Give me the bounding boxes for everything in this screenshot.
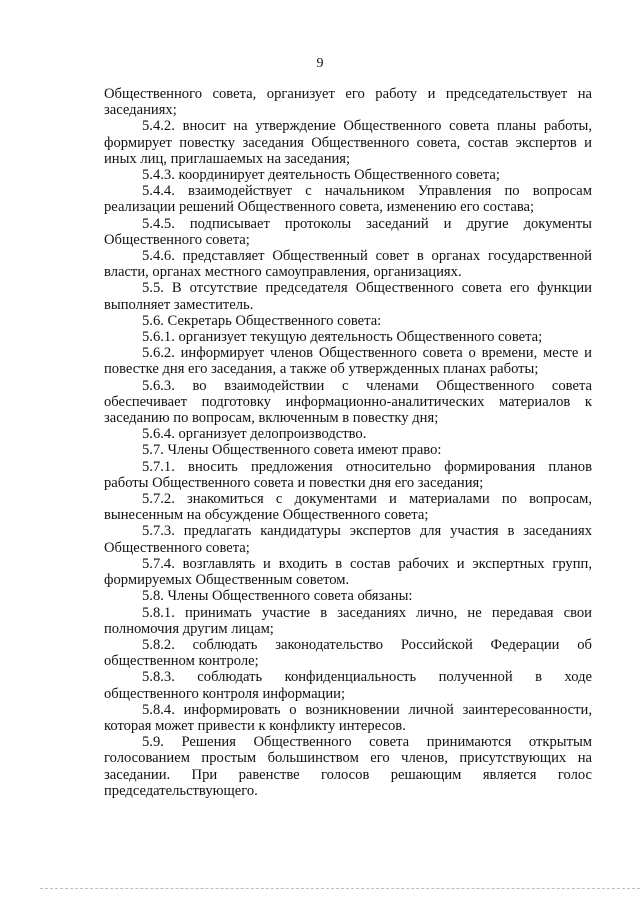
paragraph: 5.7.1. вносить предложения относительно формирования планов работы Общественного совета и повестки дня его заседания; — [104, 458, 592, 491]
paragraph: 5.6.3. во взаимодействии с членами Общественного совета обеспечивает подготовку информационно-аналитических материалов к заседанию по вопросам, включенным в повестку дня; — [104, 377, 592, 427]
paragraph: 5.6. Секретарь Общественного совета: — [142, 312, 382, 329]
paragraph: 5.4.3. координирует деятельность Общественного совета; — [142, 167, 500, 184]
paragraph: 5.6.2. информирует членов Общественного совета о времени, месте и повестке дня его заседания, а также об утвержденных планах работы; — [104, 345, 592, 378]
paragraph: 5.8.4. информировать о возникновении личной заинтересованности, которая может привести к конфликту интересов. — [104, 701, 592, 734]
scan-edge-line — [40, 888, 640, 890]
paragraph: Общественного совета, организует его работу и председательствует на заседаниях; — [104, 86, 592, 119]
paragraph: 5.8.2. соблюдать законодательство Российской Федерации об общественном контроле; — [104, 636, 592, 670]
paragraph: 5.4.2. вносит на утверждение Общественного совета планы работы, формирует повестку заседания Общественного совета, состав экспертов и иных лиц, приглашаемых на заседания; — [104, 118, 592, 167]
paragraph: 5.7.4. возглавлять и входить в состав рабочих и экспертных групп, формируемых Общественным советом. — [104, 555, 592, 589]
paragraph: 5.8.1. принимать участие в заседаниях лично, не передавая свои полномочия другим лицам; — [104, 604, 592, 637]
paragraph: 5.7.3. предлагать кандидатуры экспертов для участия в заседаниях Общественного совета; — [104, 523, 592, 556]
paragraph: 5.8.3. соблюдать конфиденциальность полученной в ходе общественного контроля информации; — [104, 669, 592, 702]
paragraph: 5.4.4. взаимодействует с начальником Управления по вопросам реализации решений Общественного совета, изменению его состава; — [104, 183, 592, 216]
paragraph: 5.4.6. представляет Общественный совет в органах государственной власти, органах местного самоуправления, организациях. — [104, 248, 592, 281]
paragraph: 5.7.2. знакомиться с документами и материалами по вопросам, вынесенным на обсуждение Общественного совета; — [104, 491, 592, 524]
paragraph: 5.6.1. организует текущую деятельность Общественного совета; — [142, 329, 543, 346]
paragraph: 5.9. Решения Общественного совета принимаются открытым голосованием простым большинством его членов, присутствующих на заседании. При равенстве голосов решающим является голос председательствующего. — [104, 734, 592, 799]
paragraph: 5.8. Члены Общественного совета обязаны: — [142, 588, 413, 605]
page-number: 9 — [316, 56, 324, 71]
paragraph: 5.7. Члены Общественного совета имеют право: — [142, 442, 442, 459]
paragraph: 5.6.4. организует делопроизводство. — [142, 426, 367, 443]
paragraph: 5.5. В отсутствие председателя Общественного совета его функции выполняет заместитель. — [104, 280, 592, 313]
paragraph: 5.4.5. подписывает протоколы заседаний и другие документы Общественного совета; — [104, 215, 592, 248]
document-body — [104, 86, 592, 799]
